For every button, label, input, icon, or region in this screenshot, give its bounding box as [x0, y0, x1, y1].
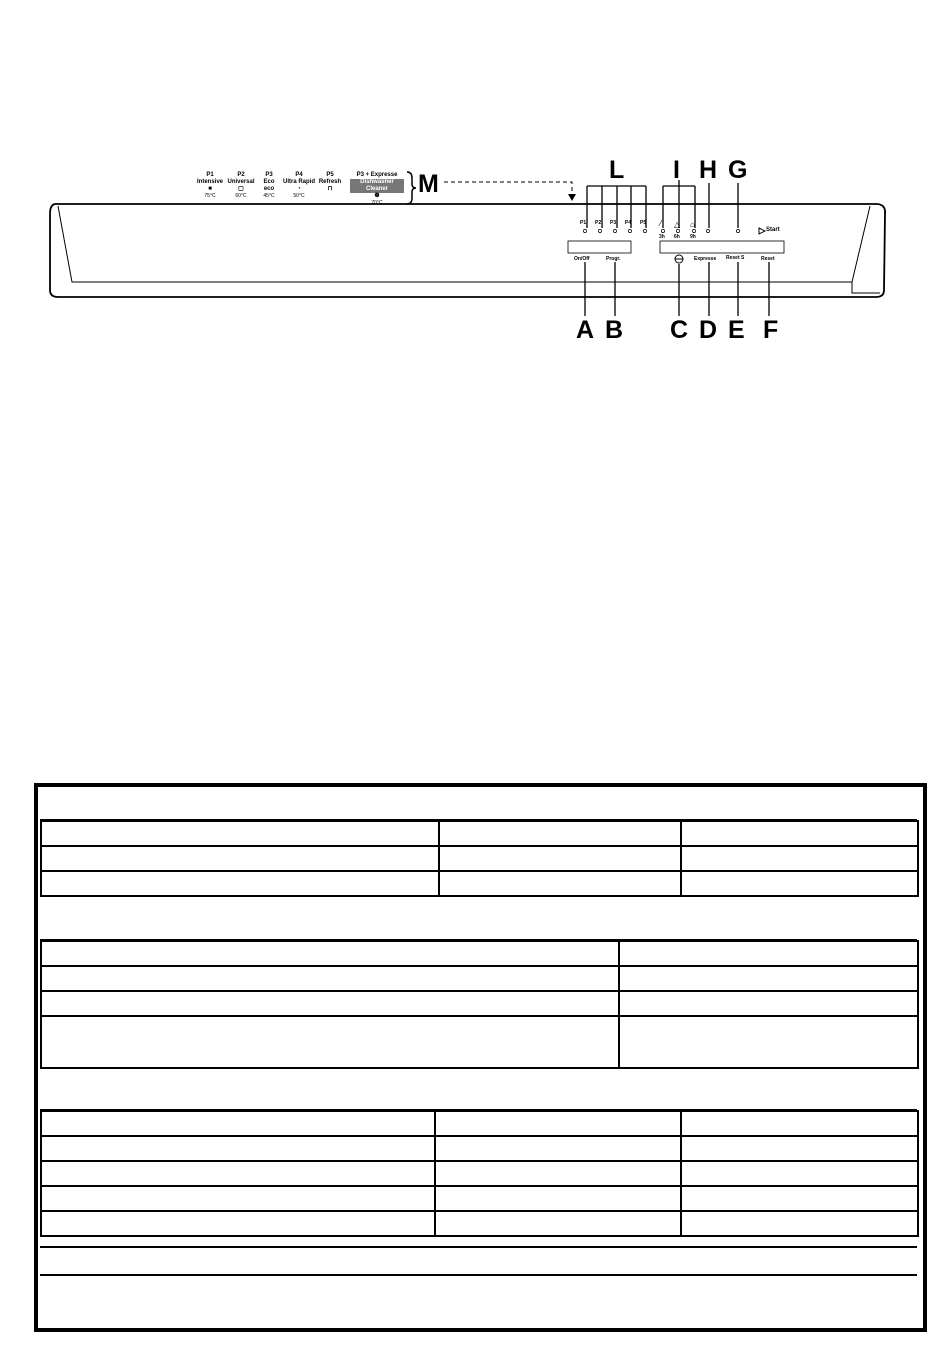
- control-panel-diagram: [0, 0, 950, 350]
- spec-section-2-header: [40, 906, 917, 941]
- spec-section-1-table: [40, 820, 919, 897]
- program-p3-express: P3 + Expressе Dishwasher Cleaner ❁ 70°C: [350, 172, 404, 207]
- callout-b: B: [605, 316, 624, 344]
- indicator-p1: P1: [580, 220, 587, 226]
- callout-h: H: [699, 156, 718, 184]
- callout-i: I: [673, 156, 680, 184]
- callout-g: G: [728, 156, 748, 184]
- delay-3h: 3h: [659, 234, 665, 240]
- delay-9h: 9h: [690, 234, 696, 240]
- onoff-label: On/Off: [574, 256, 590, 262]
- indicator-p5: P5: [640, 220, 647, 226]
- program-p1: P1 Intensive ■ 75°C: [196, 172, 223, 199]
- spec-footer-row: [40, 1246, 917, 1276]
- reset-label: Reset: [761, 256, 775, 262]
- callout-e: E: [728, 316, 745, 344]
- indicator-p3: P3: [610, 220, 617, 226]
- callout-c: C: [670, 316, 689, 344]
- panel-outline: [50, 204, 885, 297]
- svg-text:⁄: ⁄: [660, 219, 662, 228]
- callout-l: L: [609, 156, 625, 184]
- indicator-p2: P2: [595, 220, 602, 226]
- spec-section-3-header: [40, 1076, 917, 1111]
- express-label: Expresse: [694, 256, 717, 262]
- progr-label: Progr.: [606, 256, 621, 262]
- start-label: Start: [766, 227, 780, 233]
- callout-m: M: [418, 170, 439, 198]
- program-p3: P3 Eco eco 45°C: [263, 172, 275, 199]
- reset-s-label: Reset S: [726, 255, 745, 261]
- svg-text:△: △: [674, 220, 681, 229]
- program-p2: P2 Universal ▢ 60°C: [227, 172, 255, 199]
- callout-d: D: [699, 316, 718, 344]
- callout-a: A: [576, 316, 595, 344]
- spec-section-1-header: [40, 789, 917, 821]
- spec-section-3-table: [40, 1110, 919, 1237]
- display-right: [660, 241, 784, 253]
- brace: [407, 172, 416, 204]
- svg-text:⌂: ⌂: [690, 220, 695, 229]
- program-p4: P4 Ultra Rapid ◔ 50°C: [282, 172, 315, 199]
- display-left: [568, 241, 631, 253]
- indicator-p4: P4: [625, 220, 632, 226]
- dashed-arrow: [444, 182, 572, 196]
- program-p5: P5 Refresh ⊓: [318, 172, 342, 192]
- spec-section-2-table: [40, 940, 919, 1069]
- delay-6h: 6h: [674, 234, 680, 240]
- callout-f: F: [763, 316, 779, 344]
